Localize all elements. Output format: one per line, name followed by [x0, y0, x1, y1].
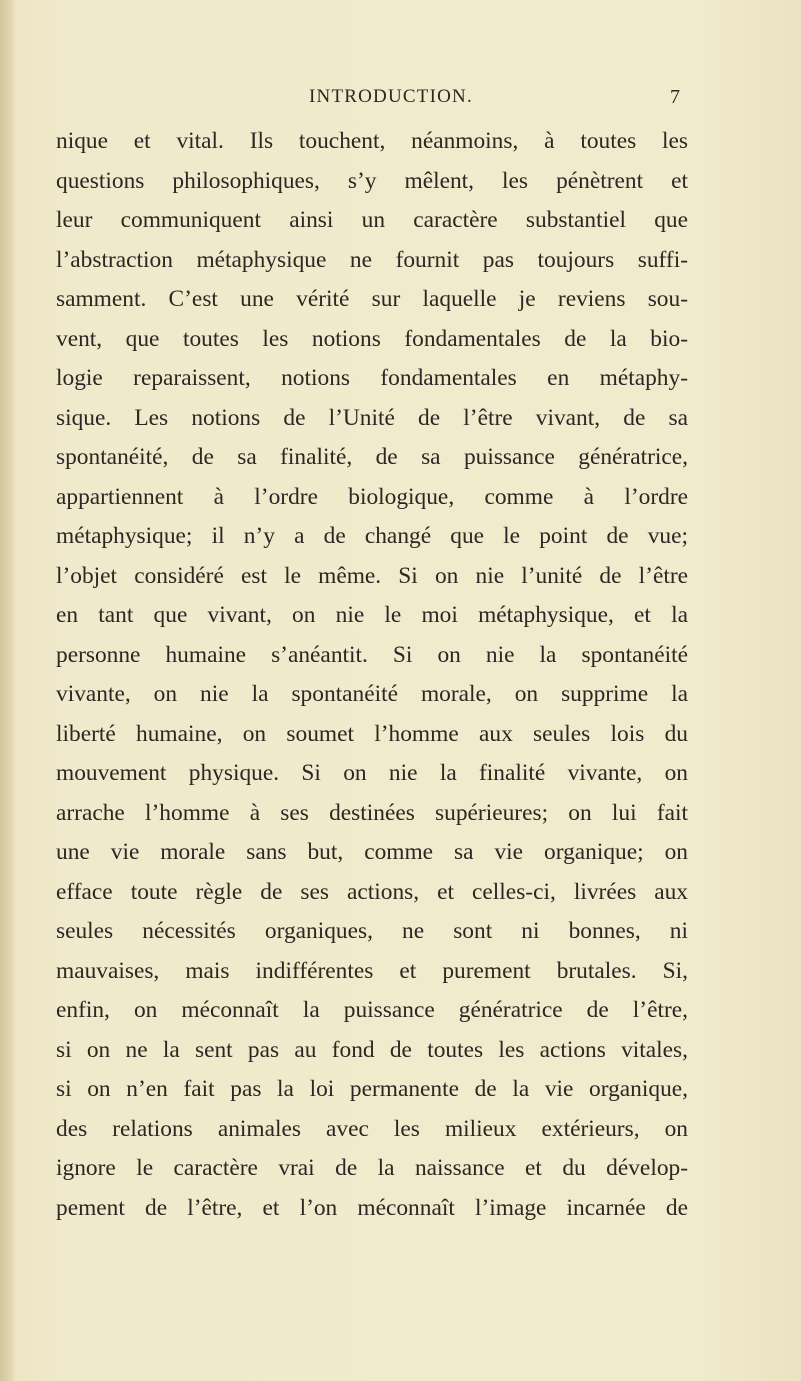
- text-line: métaphysique; il n’y a de changé que le point de vue;: [56, 523, 688, 549]
- text-line: liberté humaine, on soumet l’homme aux seules lois du: [56, 720, 688, 747]
- text-line: personne humaine s’anéantit. Si on nie la spontanéité: [56, 641, 688, 668]
- text-line: sique. Les notions de l’Unité de l’être vivant, de sa: [56, 404, 688, 431]
- running-head: INTRODUCTION.: [309, 86, 473, 107]
- text-line: leur communiquent ainsi un caractère substantiel que: [56, 207, 688, 233]
- body-text: [56, 122, 688, 1228]
- page-header: [0, 86, 801, 112]
- text-line: si on ne la sent pas au fond de toutes les actions vitales,: [56, 1036, 688, 1063]
- text-line: seules nécessités organiques, ne sont ni bonnes, ni: [56, 918, 688, 944]
- text-line: efface toute règle de ses actions, et celles-ci, livrées aux: [56, 878, 688, 905]
- text-line: ignore le caractère vrai de la naissance et du dévelop-: [56, 1155, 688, 1181]
- text-line: nique et vital. Ils touchent, néanmoins, à toutes les: [56, 128, 688, 154]
- text-line: pement de l’être, et l’on méconnaît l’image incarnée de: [56, 1194, 688, 1221]
- page-gutter-edge: [0, 0, 14, 1381]
- text-line: appartiennent à l’ordre biologique, comme à l’ordre: [56, 483, 688, 510]
- text-line: questions philosophiques, s’y mêlent, les pénètrent et: [56, 167, 688, 194]
- text-line: arrache l’homme à ses destinées supérieures; on lui fait: [56, 799, 688, 826]
- text-line: des relations animales avec les milieux extérieurs, on: [56, 1115, 688, 1142]
- text-line: vent, que toutes les notions fondamentales de la bio-: [56, 325, 688, 352]
- text-line: vivante, on nie la spontanéité morale, on supprime la: [56, 681, 688, 707]
- text-line: mauvaises, mais indifférentes et purement brutales. Si,: [56, 957, 688, 984]
- text-line: l’abstraction métaphysique ne fournit pas toujours suffi-: [56, 246, 688, 273]
- text-line: enfin, on méconnaît la puissance génératrice de l’être,: [56, 997, 688, 1023]
- page-number: 7: [670, 86, 680, 108]
- text-line: spontanéité, de sa finalité, de sa puissance génératrice,: [56, 444, 688, 470]
- text-line: en tant que vivant, on nie le moi métaphysique, et la: [56, 602, 688, 628]
- text-line: si on n’en fait pas la loi permanente de la vie organique,: [56, 1076, 688, 1102]
- text-line: mouvement physique. Si on nie la finalité vivante, on: [56, 760, 688, 786]
- text-line: logie reparaissent, notions fondamentales en métaphy-: [56, 365, 688, 391]
- text-line: une vie morale sans but, comme sa vie organique; on: [56, 839, 688, 865]
- text-line: l’objet considéré est le même. Si on nie l’unité de l’être: [56, 562, 688, 589]
- text-line: samment. C’est une vérité sur laquelle je reviens sou-: [56, 286, 688, 312]
